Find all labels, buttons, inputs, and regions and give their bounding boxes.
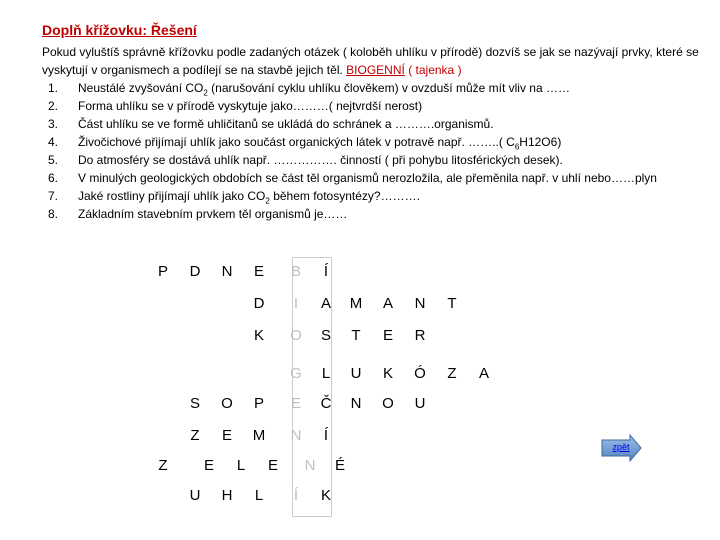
- crossword-cell: O: [382, 395, 394, 412]
- crossword-cell: O: [221, 395, 233, 412]
- back-button-label: zpět: [612, 442, 630, 452]
- crossword-cell: Z: [447, 365, 457, 382]
- question-number: 2.: [48, 99, 59, 113]
- intro-text-after: ( tajenka ): [408, 63, 462, 77]
- crossword-cell: K: [253, 327, 264, 344]
- crossword-cell: A: [320, 295, 331, 312]
- crossword-cell: H: [221, 487, 233, 504]
- question-number: 6.: [48, 171, 59, 185]
- crossword-cell: D: [189, 263, 201, 280]
- crossword-cell: R: [414, 327, 426, 344]
- question-text-tail: během fotosyntézy?……….: [269, 189, 420, 203]
- page-title: Doplň křížovku: Řešení: [42, 22, 197, 38]
- question-text: Základním stavebním prvkem těl organismů je……: [78, 207, 348, 221]
- question-number: 3.: [48, 117, 59, 131]
- crossword-cell: S: [189, 395, 200, 412]
- question-subscript: 2: [203, 88, 208, 98]
- question-text: Živočichové přijímají uhlík jako součást organických látek v potravě např. ……..( C: [78, 135, 515, 149]
- crossword-cell: T: [447, 295, 457, 312]
- crossword-cell: P: [157, 263, 168, 280]
- crossword-cell: E: [203, 457, 214, 474]
- crossword-cell: Ó: [414, 365, 426, 382]
- question-number: 8.: [48, 207, 59, 221]
- question-text: V minulých geologických obdobích se část těl organismů nerozložila, ale přeměnila např. v uhlí nebo……plyn: [78, 171, 657, 185]
- crossword-cell: I: [293, 295, 299, 312]
- crossword-cell: K: [320, 487, 331, 504]
- question-text: Část uhlíku se ve formě uhličitanů se ukládá do schránek a ……….organismů.: [78, 117, 494, 131]
- crossword-cell: A: [382, 295, 393, 312]
- crossword-cell: U: [414, 395, 426, 412]
- question-text: Neustálé zvyšování CO: [78, 81, 204, 95]
- intro-text-before: Pokud vyluštíš správně křížovku podle zadaných otázek ( koloběh uhlíku v přírodě) dozvíš se jak se nazývají prvky, které se vyskytují v organismech a podílejí se na stavbě jejich těl.: [42, 45, 699, 77]
- question-number: 4.: [48, 135, 59, 149]
- crossword-cell: D: [253, 295, 265, 312]
- crossword-cell: B: [290, 263, 301, 280]
- crossword-cell: A: [478, 365, 489, 382]
- crossword-cell: L: [254, 487, 264, 504]
- question-subscript: 2: [265, 196, 270, 206]
- crossword-cell: G: [290, 365, 302, 382]
- crossword-cell: Z: [190, 427, 200, 444]
- crossword-cell: Í: [323, 263, 329, 280]
- question-text-tail: (narušování cyklu uhlíku člověkem) v ovzduší může mít vliv na ……: [207, 81, 570, 95]
- crossword-cell: Č: [320, 395, 332, 412]
- crossword-cell: E: [290, 395, 301, 412]
- crossword-cell: K: [382, 365, 393, 382]
- question-text-tail: H12O6): [519, 135, 562, 149]
- crossword-cell: U: [350, 365, 362, 382]
- crossword-cell: L: [236, 457, 246, 474]
- crossword-cell: T: [351, 327, 361, 344]
- crossword-cell: Z: [158, 457, 168, 474]
- crossword-cell: S: [320, 327, 331, 344]
- crossword-cell: É: [334, 457, 345, 474]
- crossword-cell: M: [252, 427, 266, 444]
- question-text: Do atmosféry se dostává uhlík např. ……………. činností ( při pohybu litosférických desek).: [78, 153, 563, 167]
- crossword-cell: Í: [293, 487, 299, 504]
- secret-answer: BIOGENNÍ: [346, 63, 405, 77]
- crossword-cell: N: [290, 427, 302, 444]
- question-subscript: 6: [514, 142, 520, 152]
- crossword-cell: N: [304, 457, 316, 474]
- crossword-cell: E: [267, 457, 278, 474]
- question-text: Jaké rostliny přijímají uhlík jako CO: [78, 189, 266, 203]
- crossword-cell: Í: [323, 427, 329, 444]
- crossword-cell: E: [382, 327, 393, 344]
- crossword-cell: P: [253, 395, 264, 412]
- crossword-cell: L: [321, 365, 331, 382]
- question-number: 1.: [48, 81, 59, 95]
- crossword-cell: E: [253, 263, 264, 280]
- question-text: Forma uhlíku se v přírodě vyskytuje jako………( nejtvrdší nerost): [78, 99, 423, 113]
- crossword-cell: U: [189, 487, 201, 504]
- question-number: 5.: [48, 153, 59, 167]
- crossword-cell: N: [350, 395, 362, 412]
- question-number: 7.: [48, 189, 59, 203]
- crossword-cell: N: [414, 295, 426, 312]
- crossword-cell: O: [290, 327, 302, 344]
- crossword-cell: E: [221, 427, 232, 444]
- crossword-cell: N: [221, 263, 233, 280]
- back-button[interactable]: [600, 434, 642, 462]
- crossword-cell: M: [349, 295, 363, 312]
